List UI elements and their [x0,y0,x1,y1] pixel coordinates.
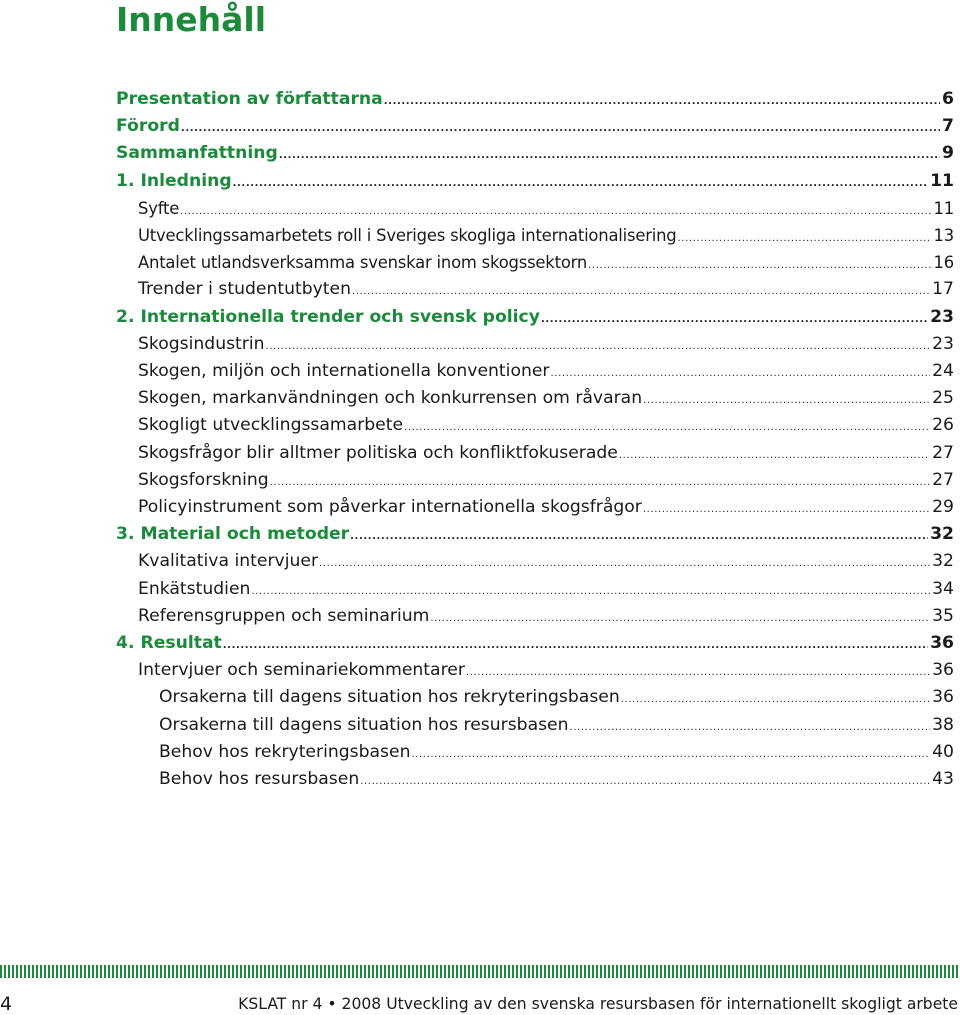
toc-entry-title: Utvecklingssamarbetets roll i Sveriges skogliga internationalisering [138,226,677,245]
toc-entry [116,113,954,140]
toc-entry-title: Policyinstrument som påverkar internationella skogsfrågor [138,497,642,517]
toc-entry [138,276,954,303]
page-title: Innehåll [116,0,267,39]
toc-entry-title: Skogligt utvecklingssamarbete [138,415,404,436]
toc-entry [159,712,954,739]
toc-entry-page-number: 32 [932,551,954,572]
toc-dot-leader [621,686,930,713]
toc-entry-title: Sammanfattning [116,143,278,164]
toc-entry-page-number: 29 [932,497,954,517]
toc-entry-page-number: 27 [932,469,954,490]
toc-entry-title: Intervjuer och seminariekommentarer [138,660,465,681]
toc-entry-title: 3. Material och metoder [116,524,350,545]
toc-entry-page-number: 38 [932,714,954,735]
toc-entry-page-number: 36 [930,633,954,653]
footer-stripe-bar [0,965,960,978]
toc-entry-title: 1. Inledning [116,170,232,191]
toc-entry-title: Behov hos resursbasen [159,769,360,789]
toc-entry [116,521,954,548]
toc-entry [138,657,954,684]
toc-entry-page-number: 23 [930,306,954,327]
toc-entry-title: Skogen, markanvändningen och konkurrensen om råvaran [138,388,643,409]
toc-dot-leader [350,523,928,550]
toc-entry-page-number: 17 [932,279,954,300]
toc-entry-page-number: 43 [932,769,954,789]
toc-dot-leader [180,198,931,225]
toc-entry [116,86,954,113]
toc-entry [138,222,954,249]
toc-dot-leader [384,88,940,115]
toc-dot-leader [430,605,930,632]
toc-entry-title: Orsakerna till dagens situation hos rekryteringsbasen [159,687,620,708]
toc-entry-page-number: 11 [930,170,954,191]
toc-entry-page-number: 7 [942,116,954,137]
toc-dot-leader [541,306,928,333]
toc-entry [116,304,954,331]
toc-entry-title: 4. Resultat [116,633,222,653]
toc-entry-title: Enkätstudien [138,578,251,599]
toc-entry [159,766,954,793]
toc-entry-page-number: 36 [932,660,954,681]
toc-entry-page-number: 24 [932,361,954,381]
toc-entry-title: Syfte [138,198,180,218]
toc-entry [116,168,954,195]
toc-entry-title: Antalet utlandsverksamma svenskar inom skogssektorn [138,253,588,273]
toc-dot-leader [181,115,940,142]
toc-dot-leader [279,142,940,169]
toc-dot-leader [588,252,931,279]
toc-entry-title: Trender i studentutbyten [138,279,352,300]
toc-dot-leader [678,225,932,252]
toc-entry-title: Orsakerna till dagens situation hos resursbasen [159,714,569,735]
toc-dot-leader [466,659,930,686]
toc-dot-leader [411,741,930,768]
toc-entry [138,548,954,575]
toc-entry-page-number: 36 [932,687,954,708]
toc-entry-page-number: 25 [932,388,954,409]
toc-dot-leader [360,768,930,795]
toc-entry-page-number: 27 [932,442,954,463]
toc-entry [138,440,954,467]
toc-entry-page-number: 11 [933,198,954,218]
toc-entry-page-number: 6 [942,89,954,109]
toc-dot-leader [352,278,930,305]
toc-dot-leader [319,550,930,577]
toc-entry [138,603,954,630]
toc-entry-title: Förord [116,116,180,137]
toc-entry [138,249,954,276]
toc-entry-page-number: 40 [932,741,954,762]
toc-entry-title: Presentation av författarna [116,89,383,109]
toc-entry [116,140,954,167]
toc-entry [116,630,954,657]
toc-entry-page-number: 9 [942,143,954,164]
toc-entry [138,576,954,603]
toc-dot-leader [270,469,930,496]
toc-entry-page-number: 26 [932,415,954,436]
toc-entry-page-number: 34 [932,578,954,599]
toc-entry [138,195,954,222]
toc-dot-leader [643,496,930,523]
toc-entry [138,358,954,385]
toc-dot-leader [404,414,930,441]
toc-dot-leader [619,442,930,469]
toc-entry [138,331,954,358]
toc-entry [138,385,954,412]
toc-entry-page-number: 23 [932,333,954,354]
page-number: 4 [0,993,13,1015]
toc-entry-title: Skogsindustrin [138,333,265,354]
toc-entry [138,467,954,494]
toc-dot-leader [223,632,928,659]
toc-dot-leader [251,578,930,605]
toc-entry-title: Kvalitativa intervjuer [138,551,319,572]
toc-dot-leader [551,360,931,387]
toc-entry-title: Skogsfrågor blir alltmer politiska och konfliktfokuserade [138,442,618,463]
toc-entry-title: Skogsforskning [138,469,269,490]
toc-entry-page-number: 16 [933,253,954,273]
toc-entry-page-number: 35 [932,605,954,626]
toc-entry-page-number: 13 [933,226,954,245]
toc-entry [138,412,954,439]
footer-publication-line: KSLAT nr 4 • 2008 Utveckling av den svenska resursbasen för internationellt skogligt arbete [238,995,958,1013]
toc-dot-leader [570,714,931,741]
toc-entry-title: Behov hos rekryteringsbasen [159,741,411,762]
toc-dot-leader [233,170,928,197]
toc-entry-title: Skogen, miljön och internationella konventioner [138,361,550,381]
toc-entry-title: 2. Internationella trender och svensk policy [116,306,540,327]
toc-entry [159,684,954,711]
toc-entry-page-number: 32 [930,524,954,545]
toc-entry-title: Referensgruppen och seminarium [138,605,430,626]
toc-dot-leader [266,333,931,360]
toc-dot-leader [643,387,930,414]
toc-entry [138,494,954,521]
toc-entry [159,739,954,766]
